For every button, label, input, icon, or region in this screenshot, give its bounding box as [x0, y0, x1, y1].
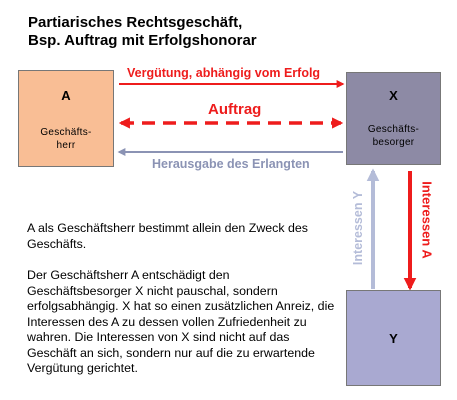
- paragraph-2: Der Geschäftsherr A entschädigt den Geschäftsbesorger X nicht pauschal, sondern erfolgsabhängig. X hat so einen zusätzlichen Anreiz, die Interessen des A zu dessen vollen Zufriedenheit zu wahren. Die Interessen von X sind nicht auf das Geschäft an sich, sondern nur auf die zu erwartende Vergütung gerichtet.: [27, 268, 335, 375]
- box-y: [346, 290, 441, 386]
- auftrag-label: Auftrag: [208, 101, 262, 118]
- verguetung-label: Vergütung, abhängig vom Erfolg: [127, 66, 321, 80]
- interessen-a-label: Interessen A: [419, 181, 435, 259]
- box-x: [346, 72, 441, 165]
- herausgabe-label: Herausgabe des Erlangten: [152, 157, 310, 171]
- box-x-label-line1: Geschäfts-: [367, 124, 420, 135]
- box-a: [18, 70, 114, 167]
- box-x-label-line2: besorger: [372, 137, 415, 148]
- interessen-y-label: Interessen Y: [351, 190, 365, 266]
- title-line-2: Bsp. Auftrag mit Erfolgshonorar: [28, 32, 257, 49]
- box-a-letter: A: [61, 88, 71, 103]
- box-a-label-line1: Geschäfts-: [40, 127, 92, 138]
- title-line-1: Partiarisches Rechtsgeschäft,: [28, 14, 243, 31]
- box-x-letter: X: [389, 88, 398, 103]
- paragraph-1: A als Geschäftsherr bestimmt allein den Zweck des Geschäfts.: [27, 221, 308, 251]
- box-y-letter: Y: [389, 331, 398, 346]
- box-a-label-line2: herr: [56, 140, 76, 151]
